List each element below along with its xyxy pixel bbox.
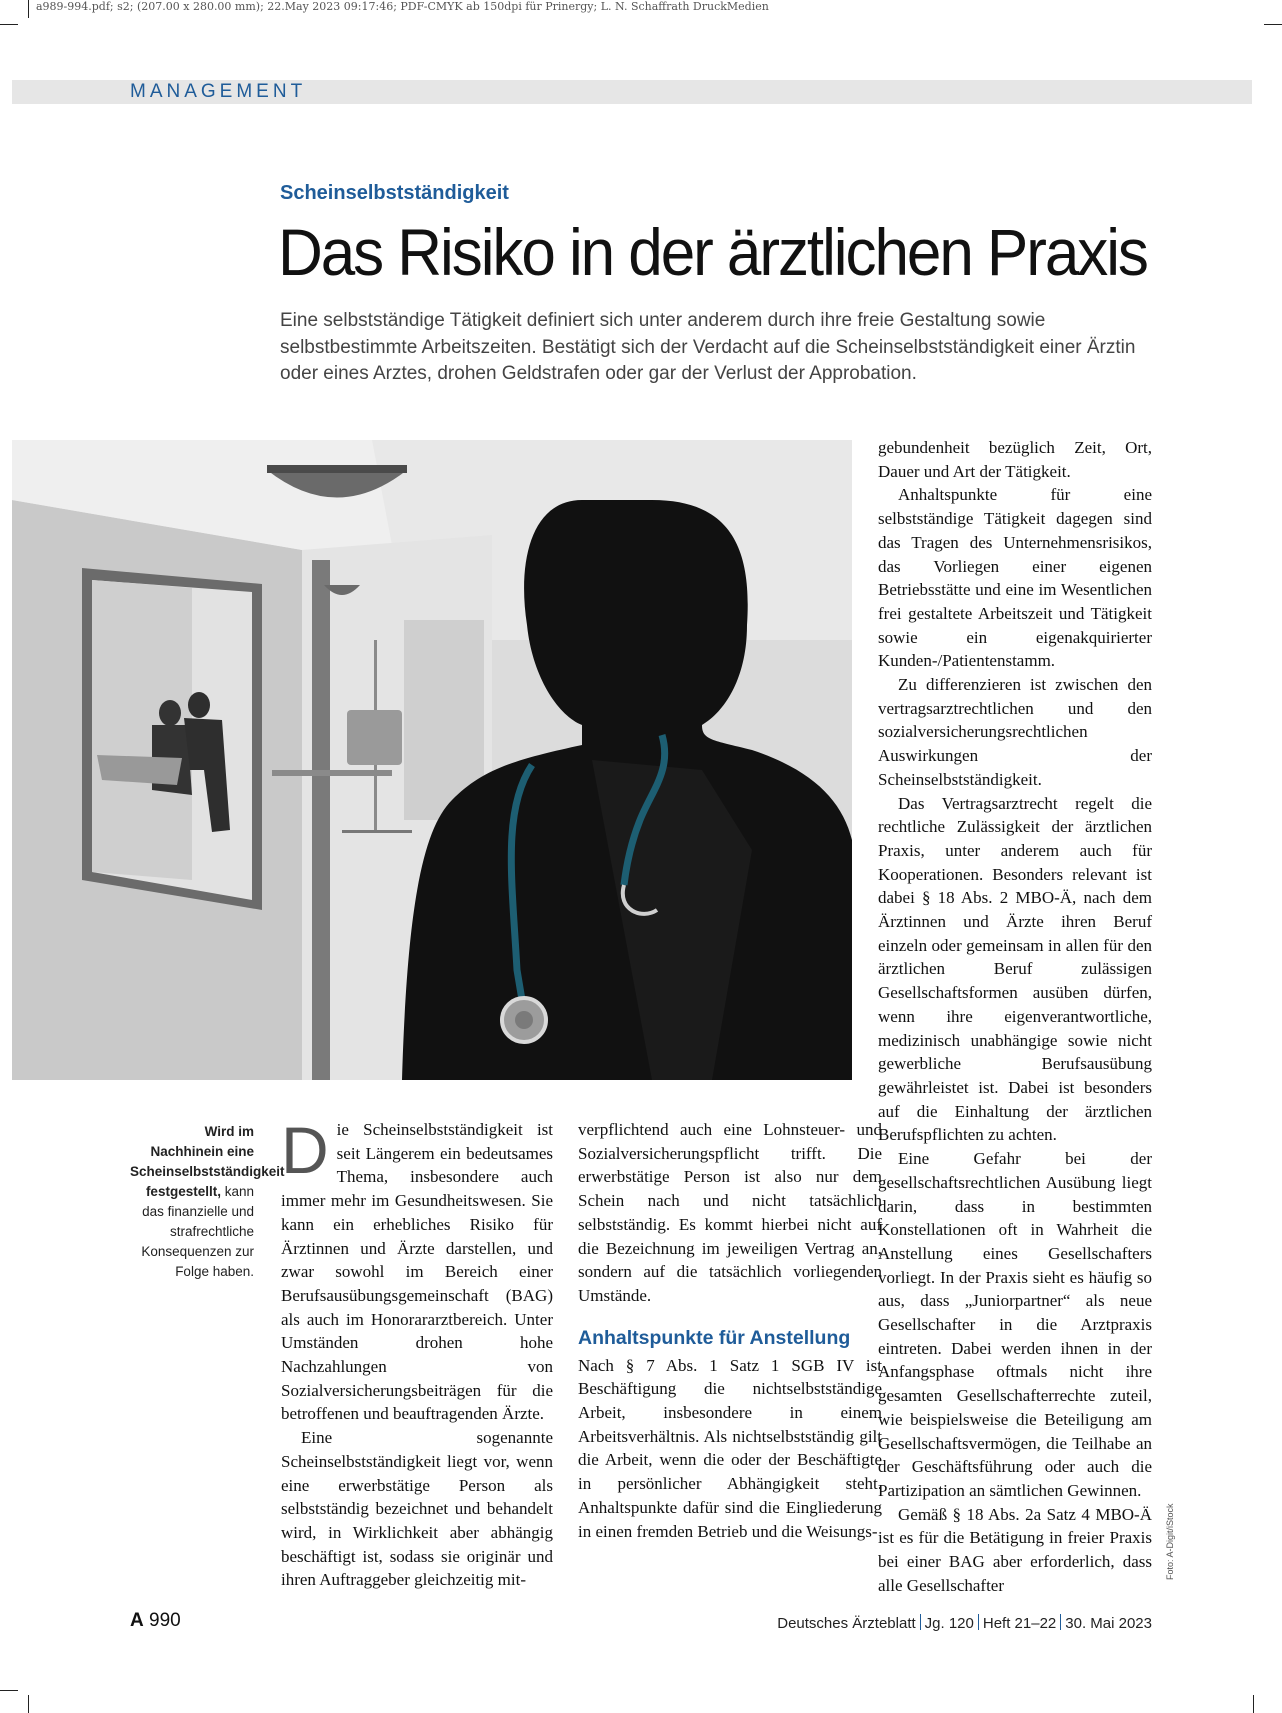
paragraph: Eine sogenannte Scheinselbstständigkeit liegt vor, wenn eine erwerbstätige Person als selbstständig bezeichnet und behandelt wird, in Wirklichkeit aber abhängig beschäftigt ist, sodass sie originär und ihren Auftraggeber gleichzeitig mit-: [281, 1428, 553, 1590]
paragraph: ie Scheinselbstständigkeit ist seit Längerem ein bedeutsames Thema, insbesondere auch immer mehr im Gesundheitswesen. Sie kann ein erhebliches Risiko für Ärztinnen und Ärzte darstellen, und zwar sowohl im Bereich einer Berufsausübungsgemeinschaft (BAG) als auch im Honorararztbereich. Unter Umständen drohen hohe Nachzahlungen von Sozialversicherungsbeiträgen für die betroffenen und beauftragenden Ärzte.: [281, 1120, 553, 1424]
kicker: Scheinselbstständigkeit: [280, 182, 509, 204]
article-column-2: [578, 1118, 882, 1543]
paragraph: Das Vertragsarztrecht regelt die rechtliche Zulässigkeit der ärztlichen Praxis, unter anderem auch für Kooperationen. Besonders relevant ist dabei § 18 Abs. 2 MBO-Ä, nach dem Ärztinnen und Ärzte ihren Beruf einzeln oder gemeinsam in allen für den ärztlichen Beruf zulässigen Gesellschaftsformen ausüben dürfen, wenn ihre eigenverantwortliche, medizinisch unabhängige sowie nicht gewerbliche Berufsausübung gewährleistet ist. Dabei ist besonders auf die Einhaltung der ärztlichen Berufspflichten zu achten.: [878, 793, 1152, 1145]
image-caption: [130, 1122, 285, 1282]
page-prefix: A: [130, 1610, 144, 1631]
crop-mark: [0, 1690, 18, 1691]
article-column-3: [878, 436, 1152, 1597]
footer-separator: [1060, 1614, 1061, 1630]
footer-separator: [920, 1614, 921, 1630]
crop-mark: [28, 1695, 29, 1713]
crop-mark: [0, 24, 18, 25]
paragraph: Gemäß § 18 Abs. 2a Satz 4 MBO-Ä ist es für die Betätigung in freier Praxis bei einer BAG aber erforderlich, dass alle Gesellschafter: [878, 1504, 1152, 1595]
paragraph: Eine Gefahr bei der gesellschaftsrechtlichen Ausübung liegt darin, dass in bestimmten Konstellationen oft in Wahrheit die Anstellung eines Gesellschafters vorliegt. In der Praxis sieht es häufig so aus, dass „Juniorpartner“ als neue Gesellschafter in die Arztpraxis eintreten. Dabei werden ihnen in der Anfangsphase oftmals nicht ihre gesamten Gesellschafterrechte zuteil, wie beispielsweise die Beteiligung am Gesellschaftsvermögen, die Teilhabe an der Geschäftsführung oder auch die Partizipation an sämtlichen Gewinnen.: [878, 1149, 1152, 1500]
headline: Das Risiko in der ärztlichen Praxis: [278, 215, 1147, 289]
section-label: MANAGEMENT: [130, 81, 307, 102]
paragraph: verpflichtend auch eine Lohnsteuer- und Sozialversicherungspflicht trifft. Die erwerbstätige Person ist also nur dem Schein nach und nicht tatsächlich selbstständig. Es kommt hierbei nicht auf die Bezeichnung im jeweiligen Vertrag an, sondern auf die tatsächlich vorliegenden Umstände.: [578, 1120, 882, 1305]
page-number: [130, 1610, 181, 1632]
journal-issue: Heft 21–22: [982, 1615, 1057, 1632]
crop-mark: [1264, 24, 1282, 25]
caption-bold: Wird im Nachhinein eine Scheinselbstständigkeit festgestellt,: [130, 1124, 285, 1199]
dropcap: D: [281, 1113, 329, 1187]
journal-volume: Jg. 120: [924, 1615, 974, 1632]
footer-separator: [978, 1614, 979, 1630]
article-column-1: [281, 1113, 553, 1592]
lead-paragraph: Eine selbstständige Tätigkeit definiert sich unter anderem durch ihre freie Gestaltung sowie selbstbestimmte Arbeitszeiten. Bestätigt sich der Verdacht auf die Scheinselbstständigkeit einer Ärztin oder eines Arztes, drohen Geldstrafen oder gar der Verlust der Approbation.: [280, 310, 1136, 384]
caption-text: kann das finanzielle und strafrechtliche Konsequenzen zur Folge haben.: [141, 1184, 254, 1279]
journal-name: Deutsches Ärzteblatt: [777, 1615, 916, 1632]
footer-journal-info: [777, 1614, 1152, 1632]
paragraph: gebundenheit bezüglich Zeit, Ort, Dauer und Art der Tätigkeit.: [878, 438, 1152, 481]
crop-mark: [1253, 1695, 1254, 1713]
page-number-value: 990: [149, 1610, 181, 1631]
paragraph: Anhaltspunkte für eine selbstständige Tätigkeit dagegen sind das Tragen des Unternehmensrisikos, das Vorliegen einer eigenen Betriebsstätte und eine im Wesentlichen frei gestaltete Arbeitszeit und Tätigkeit sowie ein eigenakquirierter Kunden-/Patientenstamm.: [878, 485, 1152, 671]
photo-credit: Foto: A-Digit/iStock: [1165, 1503, 1175, 1580]
paragraph: Zu differenzieren ist zwischen den vertragsarztrechtlichen und den sozialversicherungsrechtlichen Auswirkungen der Scheinselbstständigkeit.: [878, 675, 1152, 789]
illustration-doctor-silhouette: [12, 440, 852, 1080]
subheading: Anhaltspunkte für Anstellung: [578, 1326, 851, 1349]
print-slug: a989-994.pdf; s2; (207.00 x 280.00 mm); 22.May 2023 09:17:46; PDF-CMYK ab 150dpi für Prinergy; L. N. Schaffrath DruckMedien: [36, 0, 769, 13]
journal-date: 30. Mai 2023: [1065, 1615, 1152, 1632]
paragraph: Nach § 7 Abs. 1 Satz 1 SGB IV ist Beschäftigung die nichtselbstständige Arbeit, insbesondere in einem Arbeitsverhältnis. Als nichtselbstständig gilt die Arbeit, wenn die oder der Beschäftigte in persönlicher Abhängigkeit steht. Anhaltspunkte dafür sind die Eingliederung in einen fremden Betrieb und die Weisungs-: [578, 1355, 882, 1541]
crop-mark: [28, 0, 29, 18]
